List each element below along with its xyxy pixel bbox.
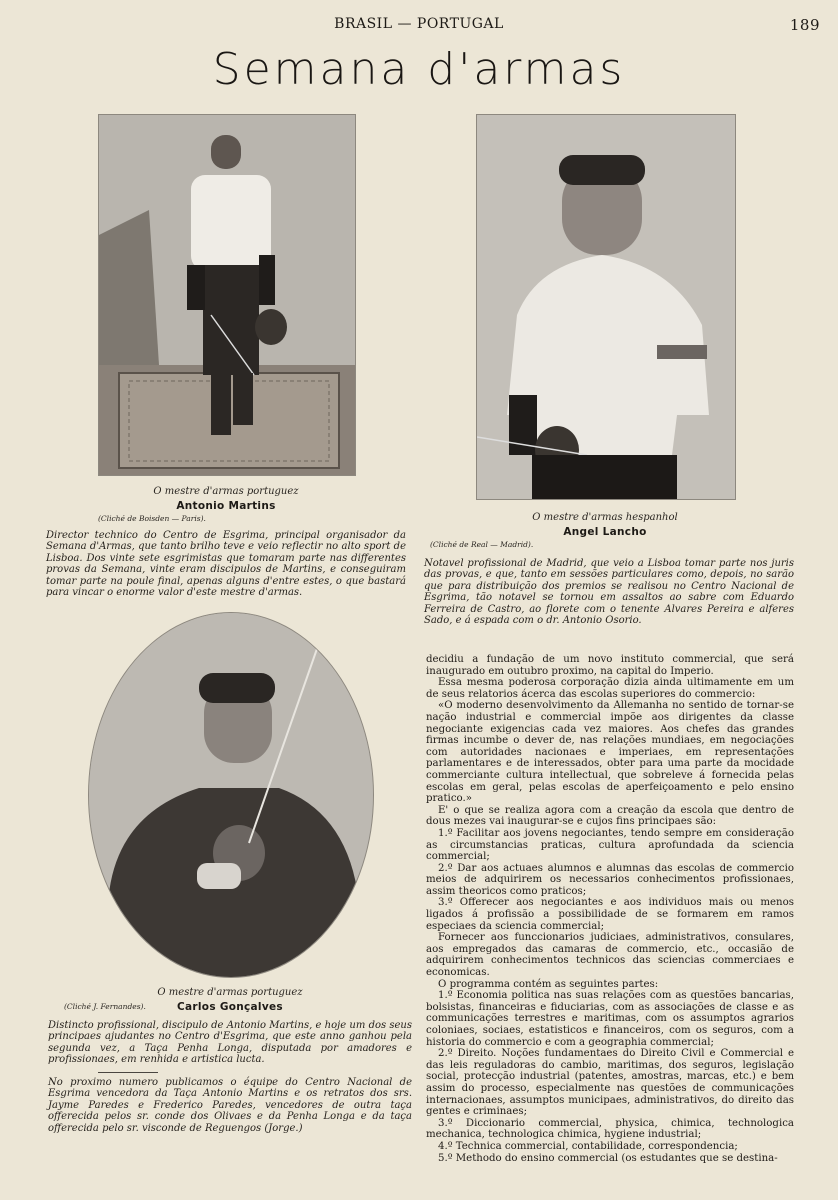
article-paragraph: «O moderno desenvolvimento da Allemanha no sentido de tornar-se nação industrial e commercial impõe aos dirigentes da classe negociante exigencias cada vez maiores. Aos chefes das grandes firmas incumbe o dever de, nas relações mundiaes, em negociações com autoridades nacionaes e imperiaes, em representações parlamentares e de interessados, obter para uma parte da mocidade commerciante cultura intellectual, que sobreleve á fornecida pelas escolas em geral, pelas escolas de aperfeiçoamento e pelo ensino pratico.» [426, 700, 794, 805]
article-paragraph: Fornecer aos funccionarios judiciaes, administrativos, consulares, aos empregados das camaras de commercio, etc., occasião de adquirirem conhecimentos technicos das sciencias commerciaes e economicas. [426, 932, 794, 979]
photo2-caption: O mestre d'armas hespanhol [532, 512, 678, 523]
photo3-cliche: (Cliché J. Fernandes). [64, 1002, 146, 1011]
divider [98, 1072, 158, 1073]
photo2-cliche: (Cliché de Real — Madrid). [430, 540, 534, 549]
article-paragraph: 3.º Diccionario commercial, physica, chimica, technologica mechanica, technologica chimica, hygiene industrial; [426, 1117, 794, 1141]
photo1-text: Director technico do Centro de Esgrima, principal organisador da Semana d'Armas, que tanto brilho teve e veio reflectir no alto sport de Lisboa. Dos vinte sete esgrimistas que tomaram parte nas differentes provas da Semana, vinte eram discipulos de Martins, e conseguiram tomar parte na poule final, apenas alguns d'entre estes, o que bastará para vincar o enorme valor d'este mestre d'armas. [46, 530, 406, 599]
page-title: Semana d'armas [212, 44, 626, 95]
photo-antonio-martins [98, 114, 356, 476]
article-paragraph: 3.º Offerecer aos negociantes e aos individuos mais ou menos ligados á profissão a possibilidade de se formarem em ramos especiaes da sciencia commercial; [426, 897, 794, 932]
photo2-name: Angel Lancho [563, 526, 647, 538]
photo-carlos-goncalves [88, 612, 374, 978]
article-paragraph: decidiu a fundação de um novo instituto commercial, que será inaugurado em outubro proximo, na capital do Imperio. [426, 654, 794, 677]
photo3-name: Carlos Gonçalves [177, 1001, 283, 1013]
article-body [426, 654, 794, 1164]
article-paragraph: 2.º Dar aos actuaes alumnos e alumnas das escolas de commercio meios de adquirirem os necessarios conhecimentos profissionaes, assim theoricos como praticos; [426, 862, 794, 897]
article-paragraph: E' o que se realiza agora com a creação da escola que dentro de dous mezes vai inaugurar-se e cujos fins principaes são: [426, 804, 794, 828]
article-paragraph: 5.º Methodo do ensino commercial (os estudantes que se destina- [438, 1152, 778, 1164]
photo1-cliche: (Cliché de Boisden — Paris). [98, 514, 206, 523]
running-head-title: BRASIL — PORTUGAL [334, 16, 504, 32]
photo3-caption: O mestre d'armas portuguez [157, 987, 303, 998]
article-paragraph: O programma contém as seguintes partes: [438, 978, 659, 990]
photo2-text: Notavel profissional de Madrid, que veio a Lisboa tomar parte nos juris das provas, e que, tanto em sessões particulares como, depois, no sarão que para distribuição dos premios se realisou no Centro Nacional de Esgrima, tão notavel se tornou em assaltos ao sabre com Eduardo Ferreira de Castro, ao florete com o tenente Alvares Pereira e alferes Sado, e á espada com o dr. Antonio Osorio. [424, 558, 794, 627]
photo1-name: Antonio Martins [176, 500, 276, 512]
footnote: No proximo numero publicamos o équipe do Centro Nacional de Esgrima vencedora da Taça Antonio Martins e os retratos dos srs. Jayme Paredes e Frederico Paredes, vencedores de outra taça offerecida pelos sr. conde dos Olivaes e da Penha Longa e da taça offerecida pelo sr. visconde de Reguengos (Jorge.) [48, 1077, 412, 1134]
article-paragraph: 2.º Direito. Noções fundamentaes do Direito Civil e Commercial e das leis reguladoras do cambio, maritimas, dos seguros, legislação social, protecção industrial (patentes, amostras, marcas, etc.) e bem assim do processo, especialmente nas questões de communicações internacionaes, assumptos municipaes, administrativos, do direito das gentes e criminaes; [426, 1048, 794, 1118]
page-number: 189 [789, 16, 820, 34]
article-paragraph: 4.º Technica commercial, contabilidade, correspondencia; [438, 1140, 738, 1152]
photo1-caption: O mestre d'armas portuguez [153, 486, 299, 497]
article-paragraph: Essa mesma poderosa corporação dizia ainda ultimamente em um de seus relatorios ácerca das escolas superiores do commercio: [426, 677, 794, 700]
article-paragraph: 1.º Economia politica nas suas relações com as questões bancarias, bolsistas, financeiras e fiduciarias, com as associações de classe e as communicações terrestres e maritimas, com os assumptos agrarios coloniaes, sociaes, estatisticos e financeiros, com os seguros, com a historia do commercio e com a geographia commercial; [426, 990, 794, 1048]
article-paragraph: 1.º Facilitar aos jovens negociantes, tendo sempre em consideração as circumstancias praticas, cultura aprofundada da sciencia commercial; [426, 827, 794, 863]
photo3-text: Distincto profissional, discipulo de Antonio Martins, e hoje um dos seus principaes ajudantes no Centro d'Esgrima, que este anno ganhou pela segunda vez, a Taça Penha Longa, disputada por amadores e profissionaes, em renhida e artistica lucta. [48, 1020, 412, 1066]
photo-angel-lancho [476, 114, 736, 500]
